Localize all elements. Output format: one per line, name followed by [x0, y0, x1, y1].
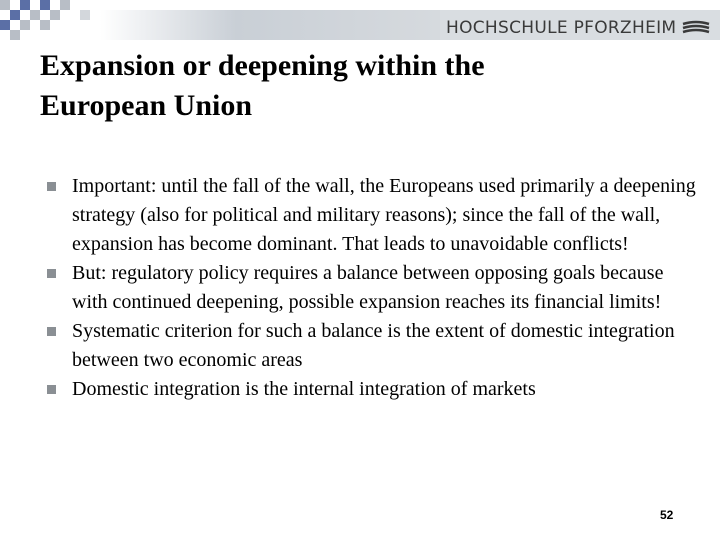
square-bullet-icon	[47, 269, 56, 278]
checker-pattern-decoration	[0, 0, 110, 42]
bullet-item	[44, 375, 704, 404]
bullet-text: Systematic criterion for such a balance is the extent of domestic integration between two economic areas	[72, 320, 675, 371]
logo-wave-icon	[682, 20, 710, 36]
logo-text: HOCHSCHULE PFORZHEIM	[446, 18, 677, 38]
bullet-text: Important: until the fall of the wall, the Europeans used primarily a deepening strategy (also for political and military reasons); since the fall of the wall, expansion has become dominant. That leads to unavoidable conflicts!	[72, 175, 696, 255]
square-bullet-icon	[47, 182, 56, 191]
university-logo	[446, 16, 710, 40]
square-bullet-icon	[47, 385, 56, 394]
header-bar	[100, 10, 440, 40]
bullet-item	[44, 259, 704, 317]
bullet-text: Domestic integration is the internal integration of markets	[72, 378, 536, 400]
square-bullet-icon	[47, 327, 56, 336]
title-line-2: European Union	[40, 89, 253, 122]
bullet-item	[44, 172, 704, 259]
bullet-item	[44, 317, 704, 375]
slide-title	[40, 46, 680, 126]
bullet-text: But: regulatory policy requires a balance between opposing goals because with continued deepening, possible expansion reaches its financial limits!	[72, 262, 664, 313]
title-line-1: Expansion or deepening within the	[40, 49, 485, 82]
bullet-list	[44, 172, 704, 404]
page-number: 52	[660, 508, 674, 522]
